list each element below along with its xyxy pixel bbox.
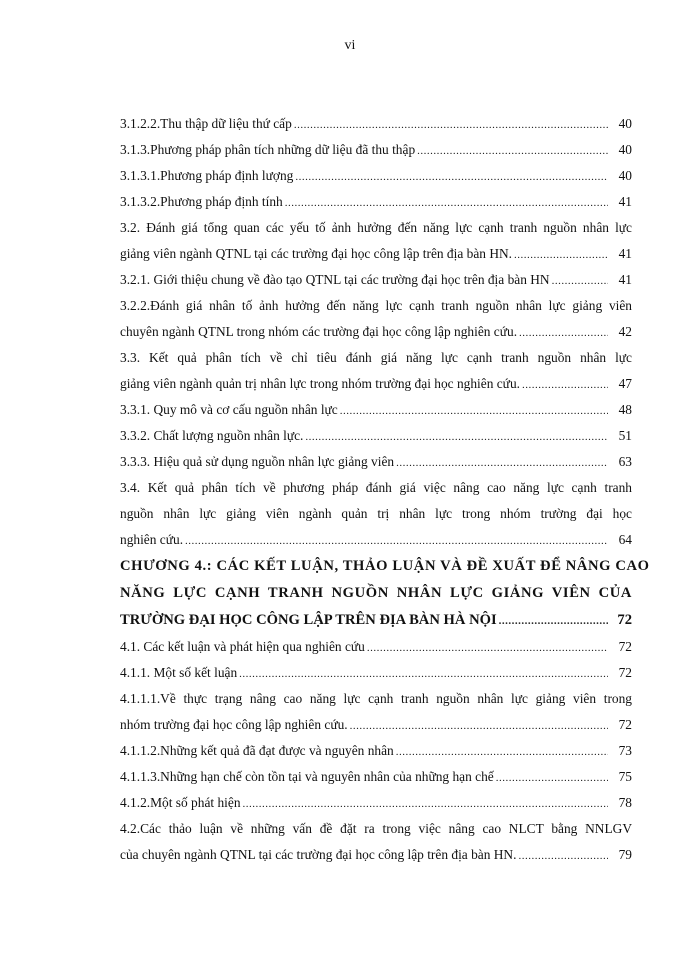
dot-leader xyxy=(294,112,608,138)
toc-entry xyxy=(120,241,632,267)
page-number: vi xyxy=(344,38,356,53)
toc-entry xyxy=(120,163,632,189)
toc-entry xyxy=(120,267,632,293)
toc-entry-title: giảng viên ngành QTNL tại các trường đại học công lập trên địa bàn HN. xyxy=(120,246,513,261)
dot-leader xyxy=(518,843,608,869)
toc-entry xyxy=(120,319,632,345)
toc-page-number: 64 xyxy=(618,532,632,547)
toc-entry xyxy=(120,189,632,215)
toc-entry xyxy=(120,215,632,241)
table-of-contents xyxy=(120,111,650,868)
dot-leader xyxy=(305,424,608,450)
toc-entry-title: NĂNG LỰC CẠNH TRANH NGUỒN NHÂN LỰC GIẢNG VIÊN CỦA xyxy=(120,585,632,601)
toc-entry xyxy=(120,423,632,449)
dot-leader xyxy=(396,739,608,765)
dot-leader xyxy=(243,791,608,817)
toc-entry-title: 3.1.2.2.Thu thập dữ liệu thứ cấp xyxy=(120,116,292,131)
toc-entry-title: 3.1.3.2.Phương pháp định tính xyxy=(120,194,283,209)
toc-page-number: 47 xyxy=(618,376,632,391)
chapter-heading-line xyxy=(120,607,632,634)
toc-entry-title: 3.3. Kết quả phân tích về chỉ tiêu đánh giá năng lực cạnh tranh nguồn nhân lực xyxy=(120,350,632,365)
toc-page-number: 42 xyxy=(618,324,632,339)
dot-leader xyxy=(295,164,608,190)
toc-page-number: 72 xyxy=(618,639,632,654)
toc-entry xyxy=(120,712,632,738)
toc-entry xyxy=(120,345,632,371)
dot-leader xyxy=(522,372,608,398)
toc-entry-title: giảng viên ngành quản trị nhân lực trong nhóm trường đại học nghiên cứu. xyxy=(120,376,520,391)
toc-page-number: 41 xyxy=(618,194,632,209)
dot-leader xyxy=(519,320,608,346)
toc-page-number: 79 xyxy=(618,847,632,862)
toc-entry-title: 3.3.3. Hiệu quả sử dụng nguồn nhân lực giảng viên xyxy=(120,454,395,469)
dot-leader xyxy=(496,765,608,791)
toc-entry xyxy=(120,111,632,137)
toc-entry-title: nhóm trường đại học công lập nghiên cứu. xyxy=(120,717,348,732)
dot-leader xyxy=(367,635,608,661)
toc-entry-title: TRƯỜNG ĐẠI HỌC CÔNG LẬP TRÊN ĐỊA BÀN HÀ NỘI xyxy=(120,612,497,628)
toc-page-number: 51 xyxy=(618,428,632,443)
dot-leader xyxy=(396,450,608,476)
toc-entry-title: 3.1.3.Phương pháp phân tích những dữ liệu đã thu thập xyxy=(120,142,416,157)
toc-page-number: 48 xyxy=(618,402,632,417)
toc-page-number: 72 xyxy=(618,665,632,680)
toc-entry xyxy=(120,660,632,686)
toc-entry-title: 4.1. Các kết luận và phát hiện qua nghiên cứu xyxy=(120,639,365,654)
dot-leader xyxy=(350,713,608,739)
toc-entry xyxy=(120,816,632,842)
toc-entry-title: 3.2.1. Giới thiệu chung về đào tạo QTNL tại các trường đại học trên địa bàn HN xyxy=(120,272,550,287)
toc-entry xyxy=(120,397,632,423)
toc-page-number: 73 xyxy=(618,743,632,758)
toc-page-number: 41 xyxy=(618,272,632,287)
toc-entry-title: của chuyên ngành QTNL tại các trường đại học công lập trên địa bàn HN. xyxy=(120,847,517,862)
toc-entry-title: 4.1.1.1.Về thực trạng nâng cao năng lực cạnh tranh nguồn nhân lực giảng viên trong xyxy=(120,691,632,706)
toc-entry xyxy=(120,371,632,397)
toc-entry xyxy=(120,527,632,553)
toc-entry xyxy=(120,764,632,790)
toc-entry-title: 3.3.1. Quy mô và cơ cấu nguồn nhân lực xyxy=(120,402,338,417)
toc-entry-title: 4.1.1.3.Những hạn chế còn tồn tại và nguyên nhân của những hạn chế xyxy=(120,769,494,784)
toc-page-number: 63 xyxy=(618,454,632,469)
toc-entry xyxy=(120,293,632,319)
toc-page-number: 40 xyxy=(618,168,632,183)
toc-page-number: 40 xyxy=(618,142,632,157)
toc-entry-title: 4.2.Các thảo luận về những vấn đề đặt ra trong việc nâng cao NLCT bằng NNLGV xyxy=(120,821,632,836)
toc-entry xyxy=(120,137,632,163)
dot-leader xyxy=(514,242,608,268)
toc-page-number: 72 xyxy=(618,717,632,732)
dot-leader xyxy=(552,268,608,294)
toc-entry xyxy=(120,686,632,712)
toc-page-number: 72 xyxy=(617,612,632,628)
toc-entry-title: 3.3.2. Chất lượng nguồn nhân lực. xyxy=(120,428,304,443)
toc-entry xyxy=(120,634,632,660)
toc-entry-title: 4.1.1.2.Những kết quả đã đạt được và nguyên nhân xyxy=(120,743,394,758)
toc-entry-title: 3.2. Đánh giá tổng quan các yếu tố ảnh hưởng đến năng lực cạnh tranh nguồn nhân lực xyxy=(120,220,632,235)
toc-entry xyxy=(120,449,632,475)
toc-entry xyxy=(120,790,632,816)
dot-leader xyxy=(499,608,608,635)
toc-entry-title: nghiên cứu. xyxy=(120,532,184,547)
toc-entry xyxy=(120,842,632,868)
toc-entry-title: 4.1.2.Một số phát hiện xyxy=(120,795,241,810)
dot-leader xyxy=(417,138,608,164)
toc-entry xyxy=(120,501,632,527)
chapter-heading-line xyxy=(120,580,632,607)
toc-entry-title: 3.2.2.Đánh giá nhân tố ảnh hưởng đến năng lực cạnh tranh nguồn nhân lực giảng viên xyxy=(120,298,632,313)
dot-leader xyxy=(239,661,608,687)
toc-entry-title: 3.4. Kết quả phân tích về phương pháp đánh giá việc nâng cao năng lực cạnh tranh xyxy=(120,480,632,495)
toc-entry-title: nguồn nhân lực giảng viên ngành quản trị nhân lực trong nhóm trường đại học xyxy=(120,506,632,521)
toc-page-number: 40 xyxy=(618,116,632,131)
toc-page-number: 75 xyxy=(618,769,632,784)
dot-leader xyxy=(185,528,608,554)
toc-page-number: 78 xyxy=(618,795,632,810)
dot-leader xyxy=(285,190,608,216)
toc-entry xyxy=(120,475,632,501)
toc-entry-title: 3.1.3.1.Phương pháp định lượng xyxy=(120,168,294,183)
toc-entry-title: CHƯƠNG 4.: CÁC KẾT LUẬN, THẢO LUẬN VÀ ĐỀ XUẤT ĐỂ NÂNG CAO xyxy=(120,558,650,574)
toc-page-number: 41 xyxy=(618,246,632,261)
chapter-heading-line xyxy=(120,553,650,580)
dot-leader xyxy=(340,398,608,424)
toc-entry-title: chuyên ngành QTNL trong nhóm các trường đại học công lập nghiên cứu. xyxy=(120,324,518,339)
toc-entry xyxy=(120,738,632,764)
toc-entry-title: 4.1.1. Một số kết luận xyxy=(120,665,238,680)
